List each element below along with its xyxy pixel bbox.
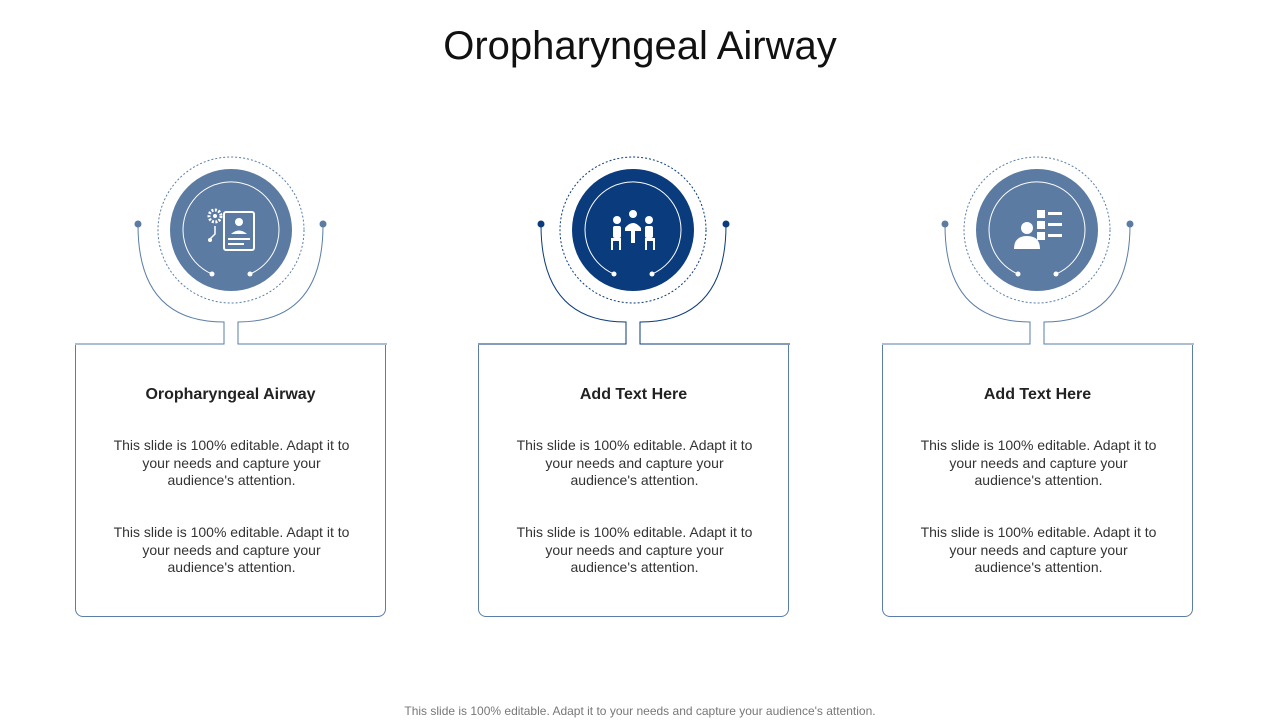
item-1-text-2: This slide is 100% editable. Adapt it to your needs and capture your audience's attention.	[113, 524, 350, 575]
item-2-card	[478, 345, 789, 617]
item-1-text-1: This slide is 100% editable. Adapt it to your needs and capture your audience's attention.	[113, 437, 350, 488]
footer-note: This slide is 100% editable. Adapt it to your needs and capture your audience's attention.	[404, 704, 876, 718]
item-3-decoration	[881, 150, 1195, 350]
item-3-text-1: This slide is 100% editable. Adapt it to your needs and capture your audience's attention.	[920, 437, 1157, 488]
item-column-3	[881, 150, 1195, 620]
item-3-text-2: This slide is 100% editable. Adapt it to your needs and capture your audience's attention.	[920, 524, 1157, 575]
item-3-card	[882, 345, 1193, 617]
item-2-text-2: This slide is 100% editable. Adapt it to your needs and capture your audience's attention.	[516, 524, 753, 575]
item-column-1	[74, 150, 388, 620]
item-1-heading: Oropharyngeal Airway	[145, 386, 316, 403]
item-2-heading: Add Text Here	[579, 386, 688, 403]
item-3-circle	[976, 169, 1098, 291]
item-column-2	[477, 150, 791, 620]
item-2-decoration	[477, 150, 791, 350]
item-1-decoration	[74, 150, 388, 350]
slide-title: Oropharyngeal Airway	[443, 24, 837, 68]
item-1-card	[75, 345, 386, 617]
item-3-heading: Add Text Here	[983, 386, 1092, 403]
item-1-circle	[170, 169, 292, 291]
item-2-text-1: This slide is 100% editable. Adapt it to your needs and capture your audience's attention.	[516, 437, 753, 488]
